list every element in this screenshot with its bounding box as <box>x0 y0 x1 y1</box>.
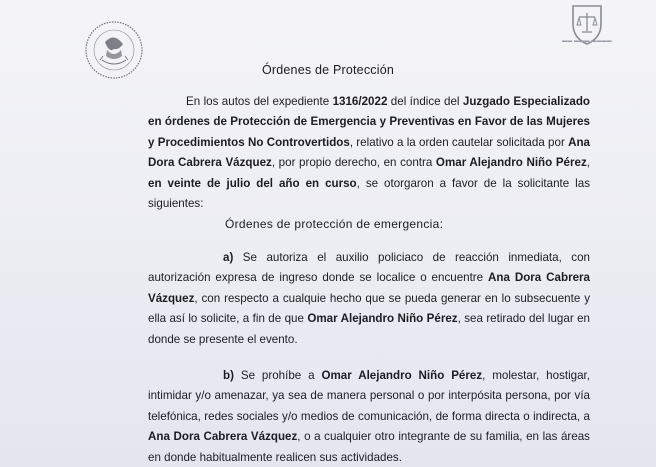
respondent-name: Omar Alejandro Niño Pérez <box>435 156 587 170</box>
order-b-text-1: Se prohíbe a <box>233 369 322 382</box>
document-title: Órdenes de Protección <box>261 63 395 77</box>
intro-text-2: del índice del <box>387 95 463 108</box>
court-name: Juzgado Especializado en órdenes de Protección de Emergencia y Preventivas en Favor de las Mujeres y Procedimientos No Controvertidos <box>148 95 591 149</box>
order-a-respondent: Omar Alejandro Niño Pérez <box>307 312 458 326</box>
petitioner-name: Ana Dora Cabrera Vázquez <box>148 135 590 170</box>
order-a-label: a) <box>223 251 234 264</box>
order-b-paragraph <box>148 366 590 467</box>
intro-text-5: , <box>586 156 590 170</box>
order-a-text-2: , con respecto a cualquie hecho que se pueda generar en lo subsecuente y ella así lo solicite, a fin de que <box>148 291 590 326</box>
order-b-petitioner: Ana Dora Cabrera Vázquez <box>148 430 298 444</box>
intro-text-6: , se otorgaron a favor de la solicitante las siguientes: <box>148 176 590 211</box>
case-number: 1316/2022 <box>332 95 388 108</box>
order-b-text-2: , molestar, hostigar, intimidar y/o amenazar, ya sea de manera personal o por interpósita persona, por vía telefónica, redes sociales y/o medios de comunicación, de forma directa o indirecta, a <box>148 369 590 423</box>
order-b-text-3: , o a cualquier otro integrante de su familia, en las áreas en donde habitualmente realicen sus actividades. <box>148 430 590 464</box>
order-a-text-3: , sea retirado del lugar en donde se presente el evento. <box>148 312 590 346</box>
order-b-respondent: Omar Alejandro Niño Pérez <box>321 369 483 382</box>
order-a-paragraph <box>148 248 590 350</box>
intro-text-1: En los autos del expediente <box>186 95 333 108</box>
justice-shield-emblem-icon <box>563 2 611 52</box>
date-phrase: en veinte de julio del año en curso <box>148 176 357 190</box>
intro-text-3: , relativo a la orden cautelar solicitada por <box>349 135 569 149</box>
order-a-petitioner: Ana Dora Cabrera Vázquez <box>148 271 590 305</box>
section-subtitle: Órdenes de protección de emergencia: <box>225 217 444 231</box>
order-b-label: b) <box>223 369 234 382</box>
intro-text-4: , por propio derecho, en contra <box>271 156 436 170</box>
emblem-caption-decoration: ▬▬ ▬▬▬ ▬▬▬▬ <box>562 38 612 44</box>
order-a-text-1: Se autoriza el auxilio policiaco de reacción inmediata, con autorización expresa de ingreso donde se localice o encuentre <box>148 251 590 285</box>
intro-paragraph <box>148 92 590 214</box>
